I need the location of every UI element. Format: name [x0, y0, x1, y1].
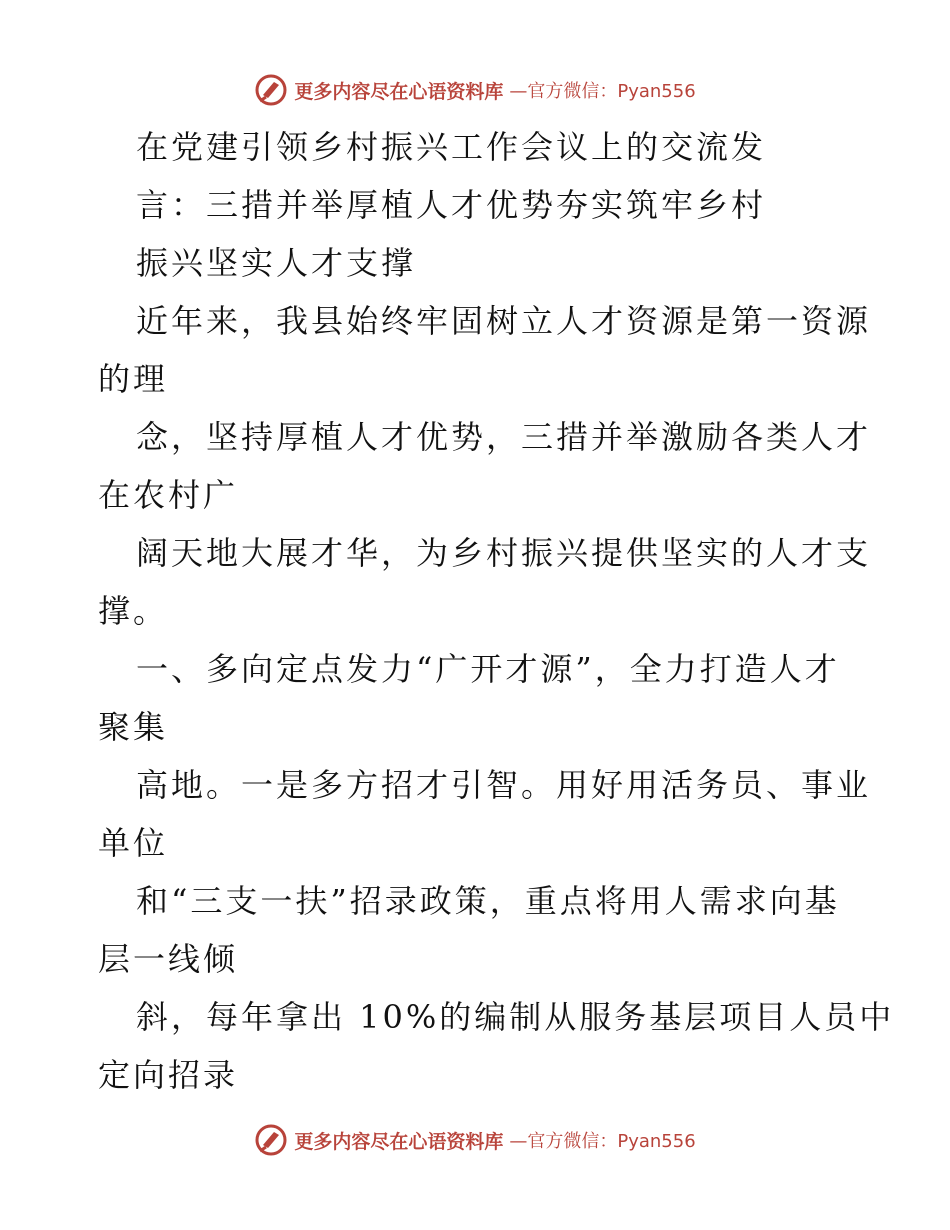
doc-line: 层一线倾: [98, 940, 239, 978]
doc-line: 阔天地大展才华，为乡村振兴提供坚实的人才支: [136, 534, 872, 572]
doc-line: 高地。一是多方招才引智。用好用活务员、事业: [136, 766, 872, 804]
banner-title: 更多内容尽在心语资料库: [294, 80, 504, 103]
header-banner: [0, 70, 950, 110]
doc-line: 撑。: [98, 592, 169, 630]
doc-line: 在党建引领乡村振兴工作会议上的交流发: [136, 128, 767, 166]
doc-line: 念，坚持厚植人才优势，三措并举激励各类人才: [136, 418, 872, 456]
logo-icon: [254, 73, 288, 107]
document-body: [98, 118, 895, 1104]
banner-contact: —官方微信：Pyan556: [509, 81, 696, 102]
banner-contact: —官方微信：Pyan556: [509, 1131, 696, 1152]
doc-line: 定向招录: [98, 1056, 239, 1094]
doc-line: 振兴坚实人才支撑: [136, 244, 417, 282]
doc-line: 一、多向定点发力“广开才源”，全力打造人才: [136, 650, 840, 688]
doc-line: 聚集: [98, 708, 169, 746]
doc-line: 和“三支一扶”招录政策，重点将用人需求向基: [136, 882, 840, 920]
doc-line: 在农村广: [98, 476, 239, 514]
banner-title: 更多内容尽在心语资料库: [294, 1130, 504, 1153]
doc-line: 的理: [98, 360, 169, 398]
doc-line: 单位: [98, 824, 169, 862]
logo-icon: [254, 1123, 288, 1157]
doc-line: 言：三措并举厚植人才优势夯实筑牢乡村: [136, 186, 767, 224]
doc-line: 斜，每年拿出 10%的编制从服务基层项目人员中: [136, 998, 895, 1036]
doc-line: 近年来，我县始终牢固树立人才资源是第一资源: [136, 302, 872, 340]
footer-banner: [0, 1120, 950, 1160]
